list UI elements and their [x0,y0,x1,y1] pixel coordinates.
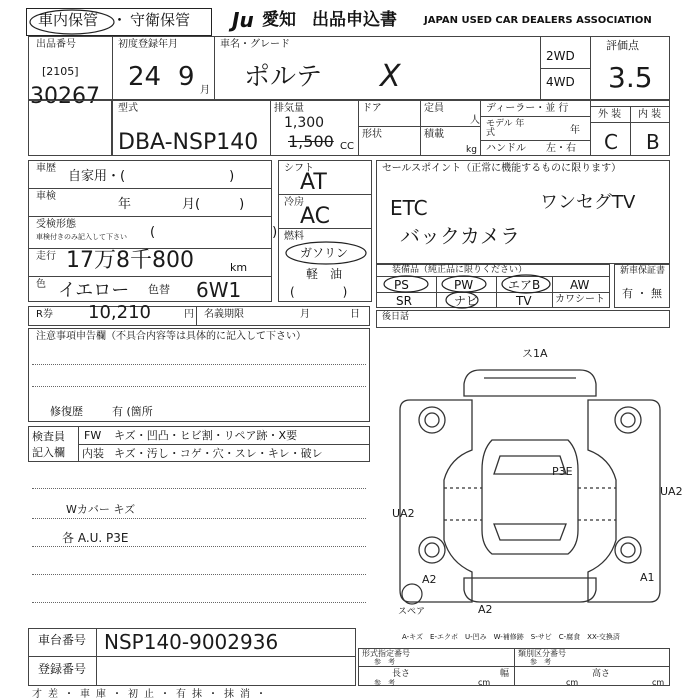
load-unit: kg [466,145,477,155]
inspector-label: 検査員 [32,430,65,443]
equip-pw: PW [454,278,474,292]
displacement-label: 排気量 [274,103,304,114]
inspection-month: 月( ) [182,197,245,212]
equip-ps: PS [394,278,409,292]
height-unit: cm [652,678,665,687]
length-unit: cm [478,678,491,687]
diagram-p3e: P3E [552,465,573,478]
length-ref: 参 考 [374,679,395,687]
spare-label: スペア [398,607,426,617]
exterior-grade: C [604,130,618,154]
width-unit: cm [566,678,579,687]
recycle-unit: 円 [184,309,194,320]
handle-options: 左・右 [546,143,576,154]
color-code: 6W1 [196,278,242,302]
chassis-number: NSP140-9002936 [104,630,279,654]
history-value: 自家用・( ) [68,169,235,184]
form-title: 出品申込書 [312,10,397,30]
model-code-label: 型式 [118,103,138,114]
later-notes-frame [376,310,670,328]
diagram-a1-right: A1 [640,571,655,584]
stamp-guard: 守衛保管 [130,11,191,29]
chassis-label: 車台番号 [38,633,87,647]
inspection-year: 年 [118,197,132,212]
mileage-unit: km [230,261,248,274]
association-name: JAPAN USED CAR DEALERS ASSOCIATION [424,15,652,26]
shaken-label: 受検形態 [36,219,76,230]
first-reg-label: 初度登録年月 [118,39,178,50]
interior-grade: B [646,130,660,154]
interior-label: 内 装 [638,109,662,120]
exterior-label: 外 装 [598,109,622,120]
handle-label: ハンドル [486,143,526,154]
handwritten-note-2: 各 A.U. P3E [62,531,129,545]
fw-label: FW [84,429,102,442]
car-name: ポルテ [244,62,323,92]
sales-points-label: セールスポイント（正常に機能するものに限ります） [382,163,622,174]
drive-4wd: 4WD [546,75,575,89]
drive-2wd: 2WD [546,49,575,63]
lot-number-label: 出品番号 [36,39,76,50]
equip-aw: AW [570,278,590,292]
diagram-a2-bottom: A2 [478,603,493,616]
damage-legend: A-キズ E-エクボ U-凹み W-補修跡 S-サビ C-腐食 XX-交換済 [402,633,620,641]
stamp-separator: ・ [112,11,128,29]
diagram-ua2-right: UA2 [660,485,683,498]
category-ref: 参 考 [530,658,551,666]
warranty-label: 新車保証書 [620,266,666,276]
diagram-a2-left: A2 [422,573,437,586]
type-spec-label: 形式指定番号 [362,649,410,658]
expiry-day: 日 [350,309,360,320]
shift-label: シフト [284,163,314,174]
door-label: ドア [362,103,382,114]
dealer-label: ディーラー・並 行 [486,103,569,114]
recycle-frame [28,302,370,326]
fuel-diesel: 軽 油 [306,267,343,281]
stamp-in-car: 車内保管 [38,11,99,29]
body-shape-label: 形状 [362,129,382,140]
model-code: DBA-NSP140 [118,130,259,155]
equip-seat: カワシート [555,294,605,305]
color-value: イエロー [58,280,130,301]
fw-items: キズ・凹凸・ヒビ割・リペア跡・X要 [114,429,298,442]
capacity-label: 定員 [424,103,444,114]
width-label: 幅 [500,669,510,679]
logo-region: 愛知 [262,10,296,30]
interior-check-items: キズ・汚し・コゲ・穴・スレ・キレ・破レ [114,447,323,460]
diagram-ua2-left: UA2 [392,507,415,520]
displacement-value: 1,300 [284,115,325,131]
entry-label: 記入欄 [32,446,65,459]
ac-value: AC [300,204,331,229]
displacement-unit: CC [340,141,354,152]
recycle-amount: 10,210 [88,302,151,323]
reg-month: 9 [178,62,195,92]
capacity-unit: 人 [470,115,480,126]
equipment-circle-marks [380,265,610,316]
category-label: 類別区分番号 [518,649,566,658]
registration-label: 登録番号 [38,662,87,676]
fuel-gasoline: ガソリン [300,246,349,260]
color-change-label: 色替 [148,283,170,296]
recycle-label: R券 [36,309,53,320]
inspection-label: 車検 [36,191,56,202]
displacement-struck: 1,500 [288,132,334,151]
mileage-label: 走行 [36,251,56,262]
fuel-label: 燃料 [284,231,304,242]
height-label: 高さ [592,669,611,679]
bottom-strip: 才差・車庫・初止・有抹・抹消・ [32,689,272,700]
repair-history-label: 修復歴 [50,405,83,418]
mileage-value: 17万8千800 [66,248,194,273]
repair-history-value: 有 (箇所 [112,405,153,418]
shift-value: AT [300,170,327,195]
expiry-month: 月 [300,309,310,320]
type-spec-ref: 参 考 [374,658,395,666]
shaken-sub: 車検付きのみ記入して下さい [36,233,127,241]
sales-point-camera: バックカメラ [400,224,520,248]
sales-point-tv: ワンセグTV [540,192,636,213]
diagram-top-note: ス1A [522,347,548,360]
color-label: 色 [36,279,46,290]
equip-navi: ナビ [454,294,479,308]
sales-point-etc: ETC [390,196,428,220]
equip-sr: SR [396,294,412,308]
equip-tv: TV [516,294,532,308]
score-label: 評価点 [606,39,639,52]
expiry-label: 名義期限 [204,309,244,320]
car-damage-diagram [380,340,680,630]
auction-score: 3.5 [608,61,653,94]
history-label: 車歴 [36,163,56,174]
month-unit: 月 [200,85,210,96]
car-grade: X [380,59,401,94]
model-year-unit: 年 [570,125,580,136]
handwritten-note-1: Wカバー キズ [66,503,136,516]
later-notes-label: 後日話 [382,312,410,322]
fuel-other: ( ) [290,285,348,299]
lot-sub-number: [2105] [42,65,79,78]
interior-check-label: 内装 [82,447,104,460]
load-label: 積載 [424,129,444,140]
caution-label: 注意事項申告欄（不具合内容等は具体的に記入して下さい） [36,331,306,342]
warranty-options: 有 ・ 無 [622,287,662,300]
reg-year: 24 [128,62,162,92]
car-name-label: 車名・グレード [220,39,290,50]
shaken-paren: ( ) [150,225,278,240]
ac-label: 冷房 [284,197,304,208]
ju-logo: Ju [232,8,254,32]
length-label: 長さ [392,669,411,679]
model-year-label: モデル 年式 [486,119,525,138]
lot-number: 30267 [30,84,100,109]
equipment-label: 装備品（純正品に限りください） [392,265,528,275]
equip-airbag: エアB [508,278,541,292]
